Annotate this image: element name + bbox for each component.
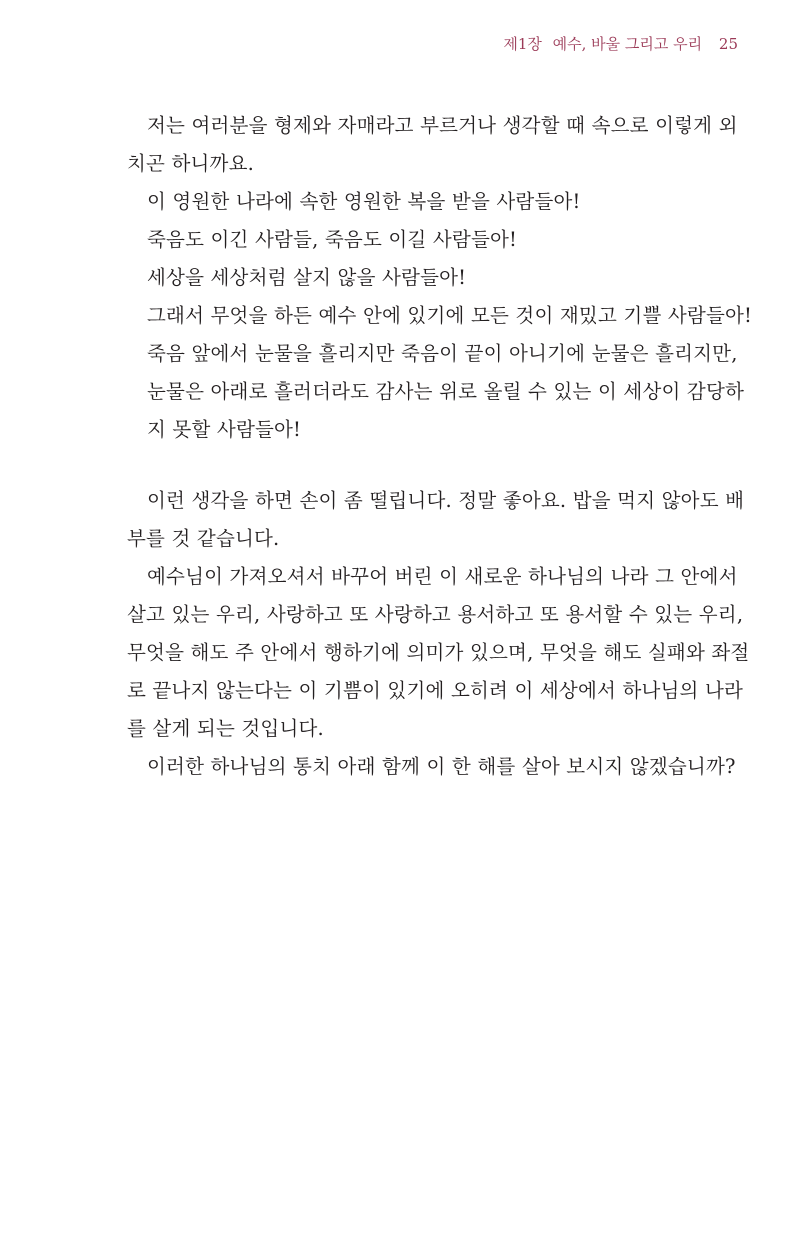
text-line: 이 영원한 나라에 속한 영원한 복을 받을 사람들아! <box>147 190 581 213</box>
text-line: 로 끝나지 않는다는 이 기쁨이 있기에 오히려 이 세상에서 하나님의 나라 <box>127 679 744 702</box>
text-line: 이런 생각을 하면 손이 좀 떨립니다. 정말 좋아요. 밥을 먹지 않아도 배 <box>147 489 745 512</box>
text-line: 저는 여러분을 형제와 자매라고 부르거나 생각할 때 속으로 이렇게 외 <box>147 114 738 137</box>
running-header <box>503 34 738 54</box>
page-number: 25 <box>718 35 738 53</box>
text-line: 살고 있는 우리, 사랑하고 또 사랑하고 용서하고 또 용서할 수 있는 우리, <box>127 603 744 626</box>
text-line: 죽음 앞에서 눈물을 흘리지만 죽음이 끝이 아니기에 눈물은 흘리지만, <box>147 342 738 365</box>
text-line: 그래서 무엇을 하든 예수 안에 있기에 모든 것이 재밌고 기쁠 사람들아! <box>147 304 753 327</box>
text-line: 부를 것 같습니다. <box>127 527 280 550</box>
text-block-reflection <box>127 482 750 786</box>
chapter-title: 예수, 바울 그리고 우리 <box>552 35 703 53</box>
text-line: 죽음도 이긴 사람들, 죽음도 이길 사람들아! <box>147 228 518 251</box>
text-line: 예수님이 가져오셔서 바꾸어 버린 이 새로운 하나님의 나라 그 안에서 <box>147 565 738 588</box>
text-line: 를 살게 되는 것입니다. <box>127 717 324 740</box>
text-line: 이러한 하나님의 통치 아래 함께 이 한 해를 살아 보시지 않겠습니까? <box>147 755 736 778</box>
text-line: 세상을 세상처럼 살지 않을 사람들아! <box>147 266 467 289</box>
text-line: 눈물은 아래로 흘러더라도 감사는 위로 올릴 수 있는 이 세상이 감당하 <box>147 380 745 403</box>
text-block-prayer <box>127 107 753 449</box>
text-line: 지 못할 사람들아! <box>147 418 302 441</box>
chapter-number: 제1장 <box>503 35 542 53</box>
text-line: 무엇을 해도 주 안에서 행하기에 의미가 있으며, 무엇을 해도 실패와 좌절 <box>127 641 750 664</box>
text-line: 치곤 하니까요. <box>127 152 255 175</box>
